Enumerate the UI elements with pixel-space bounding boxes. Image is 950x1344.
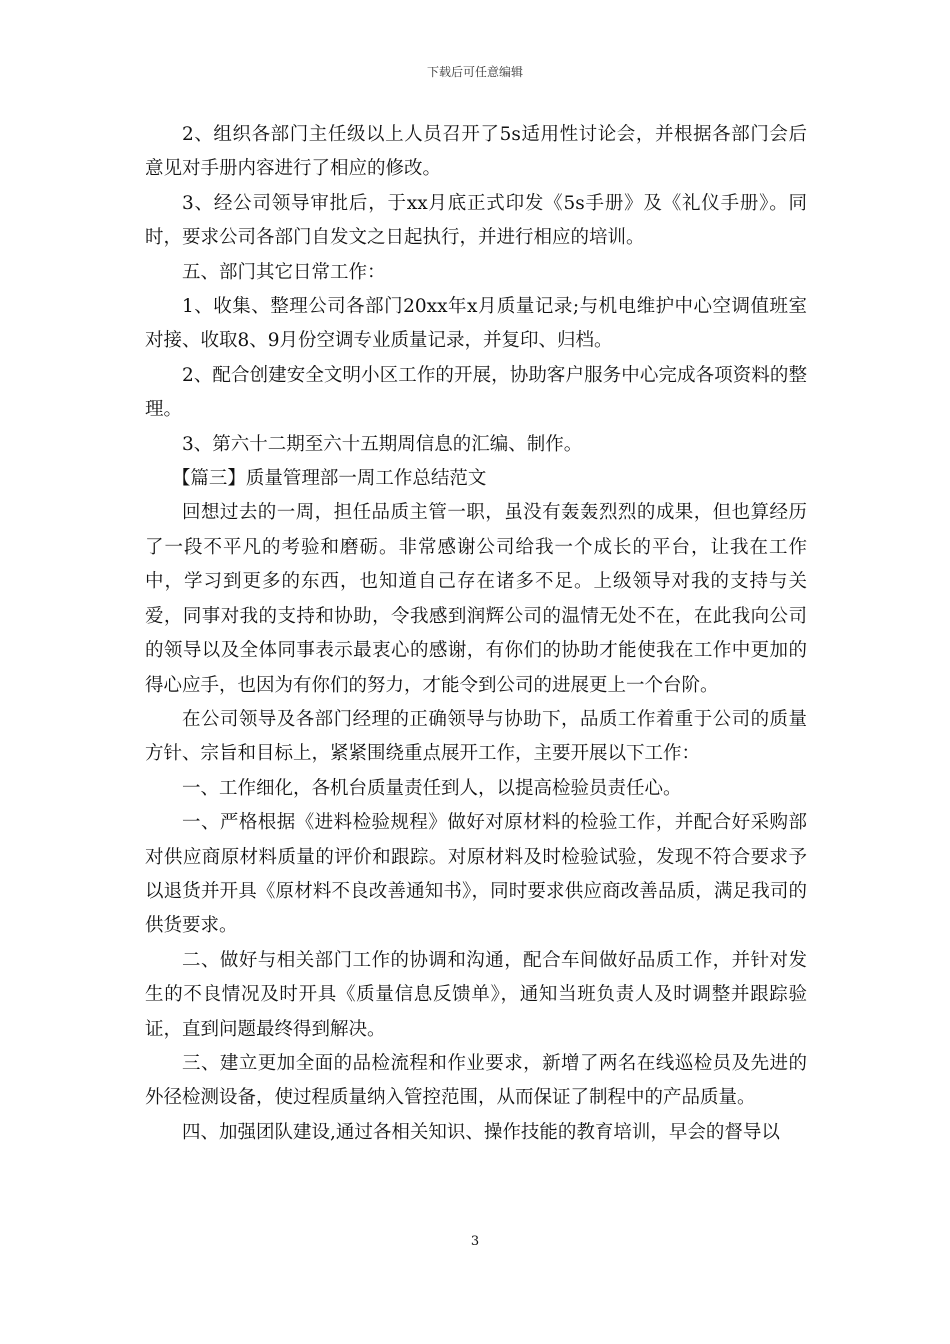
paragraph-coordination: 二、做好与相关部门工作的协调和沟通，配合车间做好品质工作，并针对发生的不良情况及时开具《质量信息反馈单》，通知当班负责人及时调整并跟踪验证，直到问题最终得到解决。 [145,949,807,1040]
paragraph-item-3-weekly-info: 3、第六十二期至六十五期周信息的汇编、制作。 [182,433,583,455]
page-number: 3 [470,1234,480,1249]
article-title: 【篇三】质量管理部一周工作总结范文 [171,468,487,490]
paragraph-incoming-inspection: 一、严格根据《进料检验规程》做好对原材料的检验工作，并配合好采购部对供应商原材料质量的评价和跟踪。对原材料及时检验试验，发现不符合要求予以退货并开具《原材料不良改善通知书》，同时要求供应商改善品质，满足我司的供货要求。 [145,812,807,937]
paragraph-reflection: 回想过去的一周，担任品质主管一职，虽没有轰轰烈烈的成果，但也算经历了一段不平凡的考验和磨砺。非常感谢公司给我一个成长的平台，让我在工作中，学习到更多的东西，也知道自己存在诸多不足。上级领导对我的支持与关爱，同事对我的支持和协助，令我感到润辉公司的温情无处不在，在此我向公司的领导以及全体同事表示最衷心的感谢，有你们的协助才能使我在工作中更加的得心应手，也因为有你们的努力，才能令到公司的进展更上一个台阶。 [145,502,807,696]
paragraph-guidance: 在公司领导及各部门经理的正确领导与协助下，品质工作着重于公司的质量方针、宗旨和目标上，紧紧围绕重点展开工作，主要开展以下工作： [145,708,807,765]
paragraph-inspection-process: 三、建立更加全面的品检流程和作业要求，新增了两名在线巡检员及先进的外径检测设备，使过程质量纳入管控范围，从而保证了制程中的产品质量。 [145,1052,807,1109]
paragraph-work-detail: 一、工作细化，各机台质量责任到人，以提高检验员责任心。 [182,777,682,799]
paragraph-item-3-manual-issue: 3、经公司领导审批后，于xx月底正式印发《5s手册》及《礼仪手册》。同时，要求公司各部门自发文之日起执行，并进行相应的培训。 [145,192,807,249]
paragraph-item-2-safety: 2、配合创建安全文明小区工作的开展，协助客户服务中心完成各项资料的整理。 [145,364,807,421]
paragraph-item-2-meeting: 2、组织各部门主任级以上人员召开了5s适用性讨论会，并根据各部门会后意见对手册内容进行了相应的修改。 [145,124,807,180]
document-body [145,118,807,1150]
paragraph-team-building: 四、加强团队建设,通过各相关知识、操作技能的教育培训，早会的督导以 [182,1121,780,1143]
section-heading-daily-work: 五、部门其它日常工作： [182,261,386,283]
page-header: 下载后可任意编辑 [426,65,523,79]
paragraph-item-1-records: 1、收集、整理公司各部门20xx年x月质量记录;与机电维护中心空调值班室对接、收取8、9月份空调专业质量记录，并复印、归档。 [145,296,807,352]
